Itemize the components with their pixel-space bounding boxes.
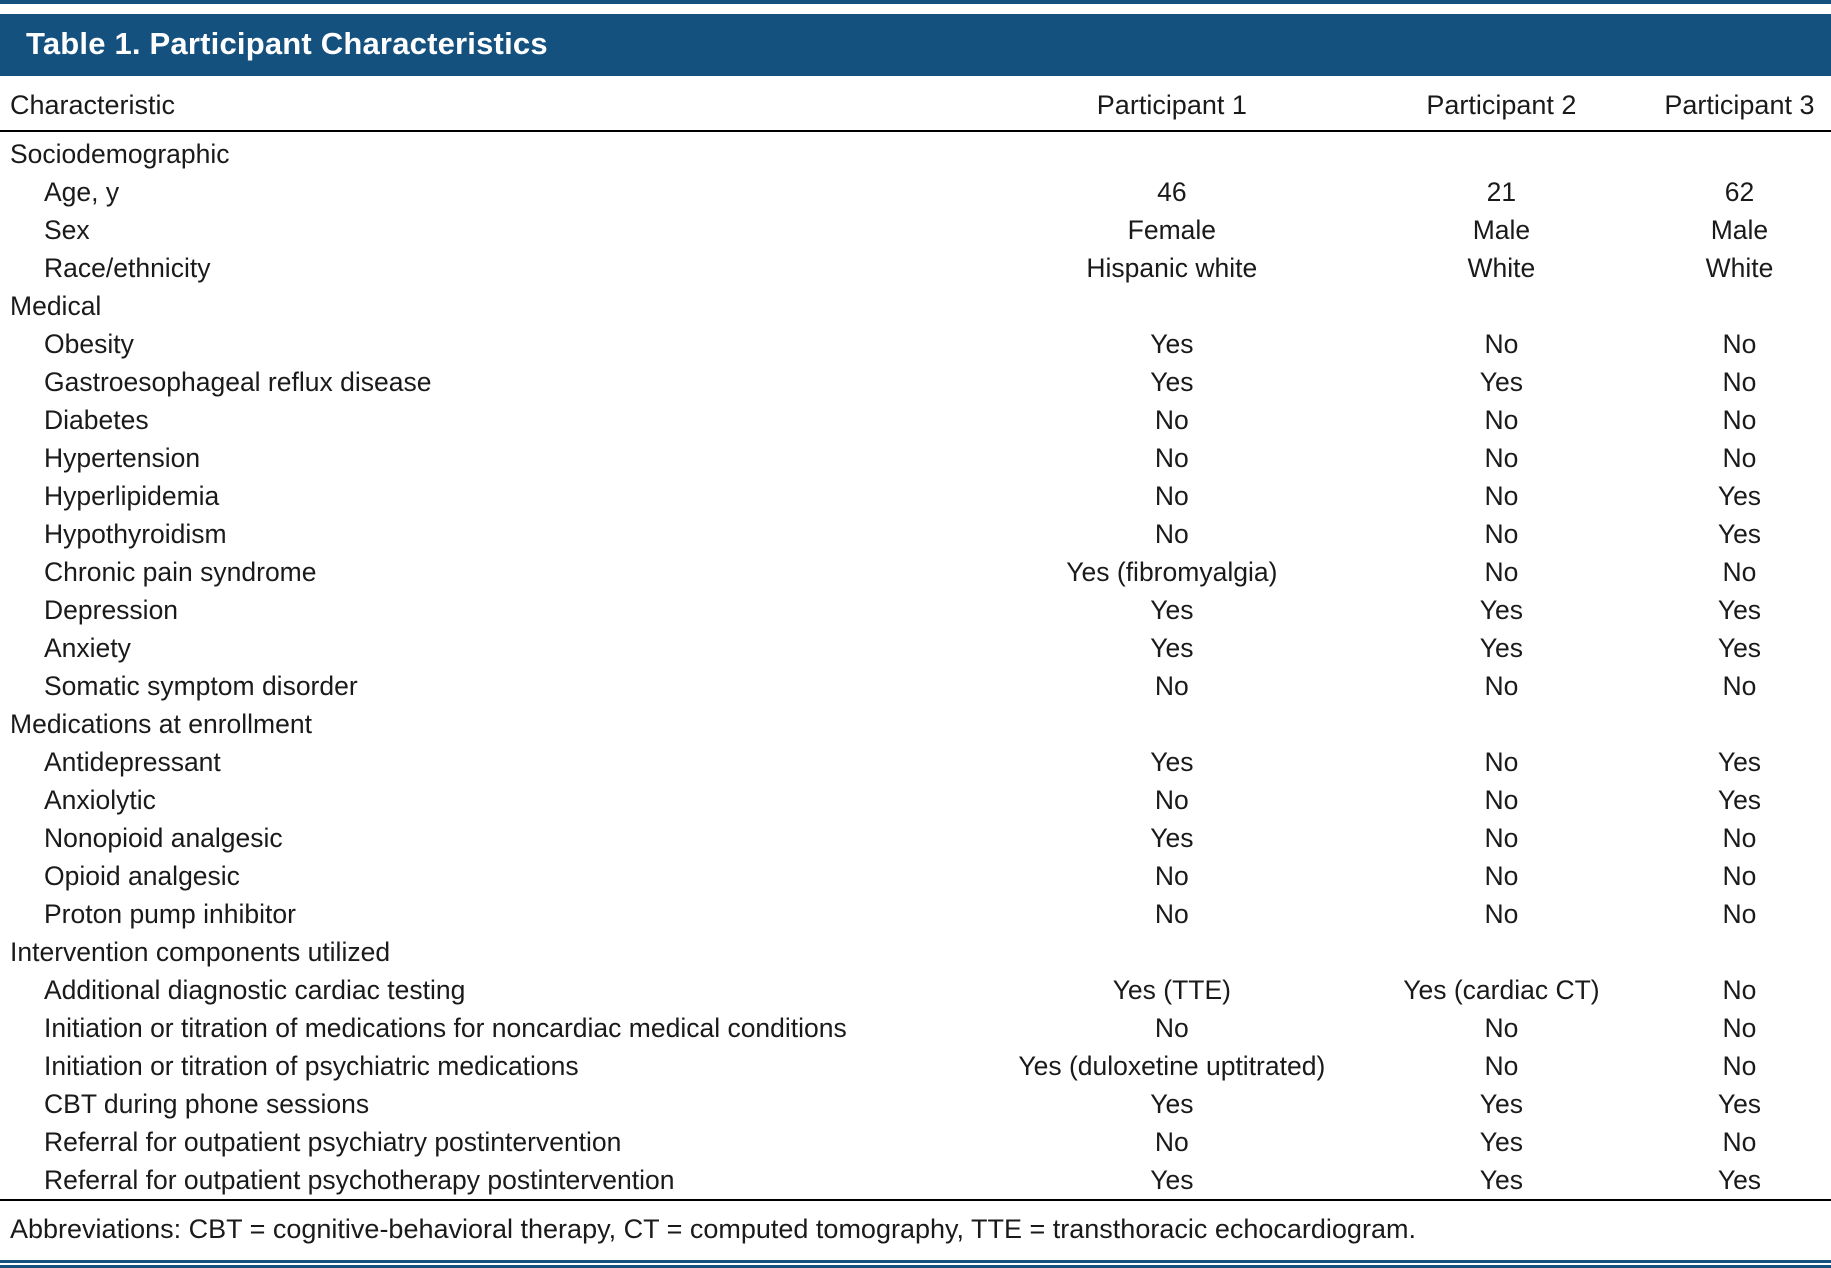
value-cell: No [1484, 671, 1519, 701]
row-label: Age, y [44, 177, 120, 207]
section-label: Intervention components utilized [10, 937, 391, 967]
col-header-participant-2: Participant 2 [1426, 90, 1577, 120]
table-row [0, 667, 1831, 705]
value-cell: Yes [1717, 1089, 1762, 1119]
section-row [0, 933, 1831, 971]
value-cell: Yes [1479, 367, 1524, 397]
table-row [0, 325, 1831, 363]
table-row [0, 629, 1831, 667]
value-cell: 21 [1486, 177, 1517, 207]
table-row [0, 1009, 1831, 1047]
value-cell: No [1722, 367, 1757, 397]
value-cell: Yes [1717, 519, 1762, 549]
value-cell: No [1484, 405, 1519, 435]
value-cell: No [1484, 329, 1519, 359]
row-label: Gastroesophageal reflux disease [44, 367, 432, 397]
section-row [0, 131, 1831, 173]
top-rule [0, 0, 1831, 4]
value-cell: No [1484, 823, 1519, 853]
table-row [0, 781, 1831, 819]
value-cell: Yes (duloxetine uptitrated) [1018, 1051, 1326, 1081]
row-label: Additional diagnostic cardiac testing [44, 975, 466, 1005]
row-label: Anxiolytic [44, 785, 156, 815]
value-cell: No [1722, 671, 1757, 701]
row-label: Nonopioid analgesic [44, 823, 283, 853]
value-cell: No [1484, 899, 1519, 929]
row-label: Chronic pain syndrome [44, 557, 317, 587]
row-label: Hypertension [44, 443, 201, 473]
table-row [0, 553, 1831, 591]
row-label: Opioid analgesic [44, 861, 240, 891]
table-row [0, 743, 1831, 781]
section-row [0, 705, 1831, 743]
value-cell: No [1722, 975, 1757, 1005]
section-label: Medications at enrollment [10, 709, 312, 739]
value-cell: No [1722, 443, 1757, 473]
value-cell: White [1705, 253, 1774, 283]
value-cell: No [1722, 329, 1757, 359]
value-cell: No [1484, 1013, 1519, 1043]
value-cell: No [1722, 557, 1757, 587]
section-label: Medical [10, 291, 102, 321]
value-cell: White [1467, 253, 1536, 283]
table-row [0, 477, 1831, 515]
value-cell: 46 [1157, 177, 1187, 207]
value-cell: No [1484, 785, 1519, 815]
col-header-participant-3: Participant 3 [1664, 90, 1815, 120]
value-cell: Yes (TTE) [1112, 975, 1231, 1005]
row-label: Referral for outpatient psychiatry postintervention [44, 1127, 622, 1157]
value-cell: No [1154, 1127, 1189, 1157]
table-row [0, 1047, 1831, 1085]
participant-characteristics-table [0, 78, 1831, 1201]
value-cell: No [1722, 1127, 1757, 1157]
value-cell: No [1154, 785, 1189, 815]
value-cell: No [1722, 899, 1757, 929]
value-cell: Male [1710, 215, 1769, 245]
row-label: Initiation or titration of medications for noncardiac medical conditions [44, 1013, 847, 1043]
col-header-participant-1: Participant 1 [1096, 90, 1247, 120]
table-row [0, 211, 1831, 249]
value-cell: Yes [1479, 1127, 1524, 1157]
row-label: CBT during phone sessions [44, 1089, 370, 1119]
table-row [0, 857, 1831, 895]
value-cell: No [1484, 557, 1519, 587]
row-label: Anxiety [44, 633, 131, 663]
table-row [0, 249, 1831, 287]
value-cell: Yes [1479, 1089, 1524, 1119]
value-cell: No [1154, 519, 1189, 549]
value-cell: Yes [1150, 1089, 1194, 1119]
value-cell: Yes [1150, 595, 1194, 625]
value-cell: No [1154, 405, 1189, 435]
value-cell: Yes [1479, 1165, 1524, 1195]
value-cell: Yes [1717, 1165, 1762, 1195]
value-cell: No [1722, 861, 1757, 891]
value-cell: Yes [1717, 785, 1762, 815]
value-cell: Yes [1479, 595, 1524, 625]
value-cell: No [1484, 861, 1519, 891]
value-cell: Yes (cardiac CT) [1403, 975, 1600, 1005]
table-row [0, 591, 1831, 629]
value-cell: Yes [1150, 1165, 1194, 1195]
table-row [0, 971, 1831, 1009]
value-cell: No [1484, 443, 1519, 473]
row-label: Hypothyroidism [44, 519, 227, 549]
value-cell: No [1484, 519, 1519, 549]
value-cell: No [1154, 899, 1189, 929]
footnote-rule [0, 1260, 1831, 1263]
value-cell: 62 [1724, 177, 1755, 207]
section-label: Sociodemographic [10, 139, 230, 169]
table-row [0, 439, 1831, 477]
value-cell: Yes [1150, 633, 1194, 663]
row-label: Antidepressant [44, 747, 221, 777]
table-row [0, 515, 1831, 553]
value-cell: Female [1127, 215, 1217, 245]
table-row [0, 895, 1831, 933]
value-cell: Yes (fibromyalgia) [1066, 557, 1278, 587]
value-cell: Hispanic white [1086, 253, 1258, 283]
value-cell: Yes [1479, 633, 1524, 663]
row-label: Sex [44, 215, 90, 245]
table-row [0, 1123, 1831, 1161]
abbreviations-note: Abbreviations: CBT = cognitive-behavioral therapy, CT = computed tomography, TTE = transthoracic echocardiogram. [10, 1214, 1416, 1244]
row-label: Referral for outpatient psychotherapy postintervention [44, 1165, 675, 1195]
value-cell: No [1722, 1013, 1757, 1043]
table-title-bar [0, 14, 1831, 76]
value-cell: No [1722, 1051, 1757, 1081]
value-cell: Yes [1150, 747, 1194, 777]
value-cell: No [1154, 671, 1189, 701]
value-cell: Male [1472, 215, 1531, 245]
value-cell: No [1484, 481, 1519, 511]
value-cell: No [1484, 747, 1519, 777]
table-row [0, 363, 1831, 401]
value-cell: No [1722, 405, 1757, 435]
value-cell: No [1154, 1013, 1189, 1043]
row-label: Proton pump inhibitor [44, 899, 296, 929]
value-cell: No [1154, 443, 1189, 473]
value-cell: No [1154, 481, 1189, 511]
row-label: Obesity [44, 329, 134, 359]
row-label: Hyperlipidemia [44, 481, 220, 511]
value-cell: No [1484, 1051, 1519, 1081]
value-cell: Yes [1717, 481, 1762, 511]
table-row [0, 1161, 1831, 1200]
value-cell: Yes [1717, 595, 1762, 625]
value-cell: No [1154, 861, 1189, 891]
value-cell: Yes [1717, 747, 1762, 777]
section-row [0, 287, 1831, 325]
value-cell: Yes [1150, 823, 1194, 853]
row-label: Initiation or titration of psychiatric medications [44, 1051, 579, 1081]
table-title: Table 1. Participant Characteristics [26, 26, 548, 61]
value-cell: Yes [1150, 367, 1194, 397]
table-row [0, 173, 1831, 211]
row-label: Diabetes [44, 405, 149, 435]
table-row [0, 819, 1831, 857]
value-cell: No [1722, 823, 1757, 853]
row-label: Depression [44, 595, 179, 625]
value-cell: Yes [1717, 633, 1762, 663]
value-cell: Yes [1150, 329, 1194, 359]
table-header-row [0, 78, 1831, 131]
table-row [0, 1085, 1831, 1123]
col-header-characteristic: Characteristic [10, 90, 176, 120]
table-row [0, 401, 1831, 439]
row-label: Somatic symptom disorder [44, 671, 358, 701]
row-label: Race/ethnicity [44, 253, 211, 283]
